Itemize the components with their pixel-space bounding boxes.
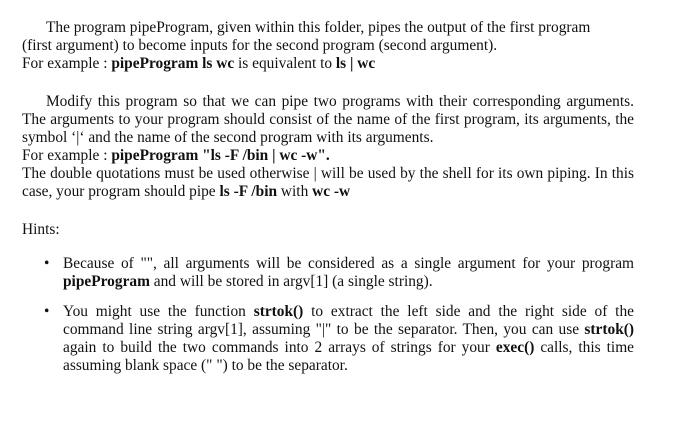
hint-item [22,303,634,375]
document-page [22,19,634,387]
intro-example-mid: is equivalent to [234,55,336,72]
hint2-text-c: again to build the two commands into 2 arrays of strings for your [63,339,496,356]
intro-example [22,55,634,73]
intro-example-command: pipeProgram ls wc [111,55,235,72]
hint2-text-d: calls, this time assuming blank space (" ") to be the separator. [63,339,634,374]
task-second-command: wc -w [312,183,351,200]
intro-line-2: (first argument) to become inputs for the second program (second argument). [22,37,498,54]
hint1-text-a: Because of "", all arguments will be considered as a single argument for your program [63,255,634,272]
task-quotes-note [22,165,634,201]
hint2-text-a: You might use the function [63,303,254,320]
bullet-icon: • [44,255,50,272]
hint-item [22,255,634,291]
hint1-text-b: and will be stored in argv[1] (a single string). [149,273,433,290]
task-example [22,147,634,165]
task-description: Modify this program so that we can pipe two programs with their corresponding arguments. The arguments to your program should consist of the name of the first program, its arguments, the symbol ‘|‘ and the name of the second program with its arguments. [22,93,634,146]
hints-list [22,255,634,375]
task-quotes-text: The double quotations must be used otherwise | will be used by the shell for its own piping. In this case, your program should pipe [22,165,634,200]
intro-line-1: The program pipeProgram, given within this folder, pipes the output of the first program [46,19,591,36]
hint2-exec: exec() [495,339,535,356]
task-example-prefix: For example : [22,147,112,164]
intro-example-equivalent: ls | wc [335,55,376,72]
intro-paragraph [22,19,634,73]
task-first-command: ls -F /bin [219,183,278,200]
hint2-text-b: to extract the left side and the right side of the command line string argv[1], assuming "|" to be the separator. Then, you can use [63,303,634,338]
hint2-strtok-1: strtok() [253,303,304,320]
bullet-icon: • [44,303,50,320]
intro-example-prefix: For example : [22,55,112,72]
hints-heading: Hints: [22,221,60,238]
hint2-strtok-2: strtok() [584,321,634,338]
task-paragraph [22,93,634,201]
task-example-command: pipeProgram "ls -F /bin | wc -w". [111,147,330,164]
hint1-program-name: pipeProgram [63,273,150,290]
task-with-word: with [277,183,313,200]
